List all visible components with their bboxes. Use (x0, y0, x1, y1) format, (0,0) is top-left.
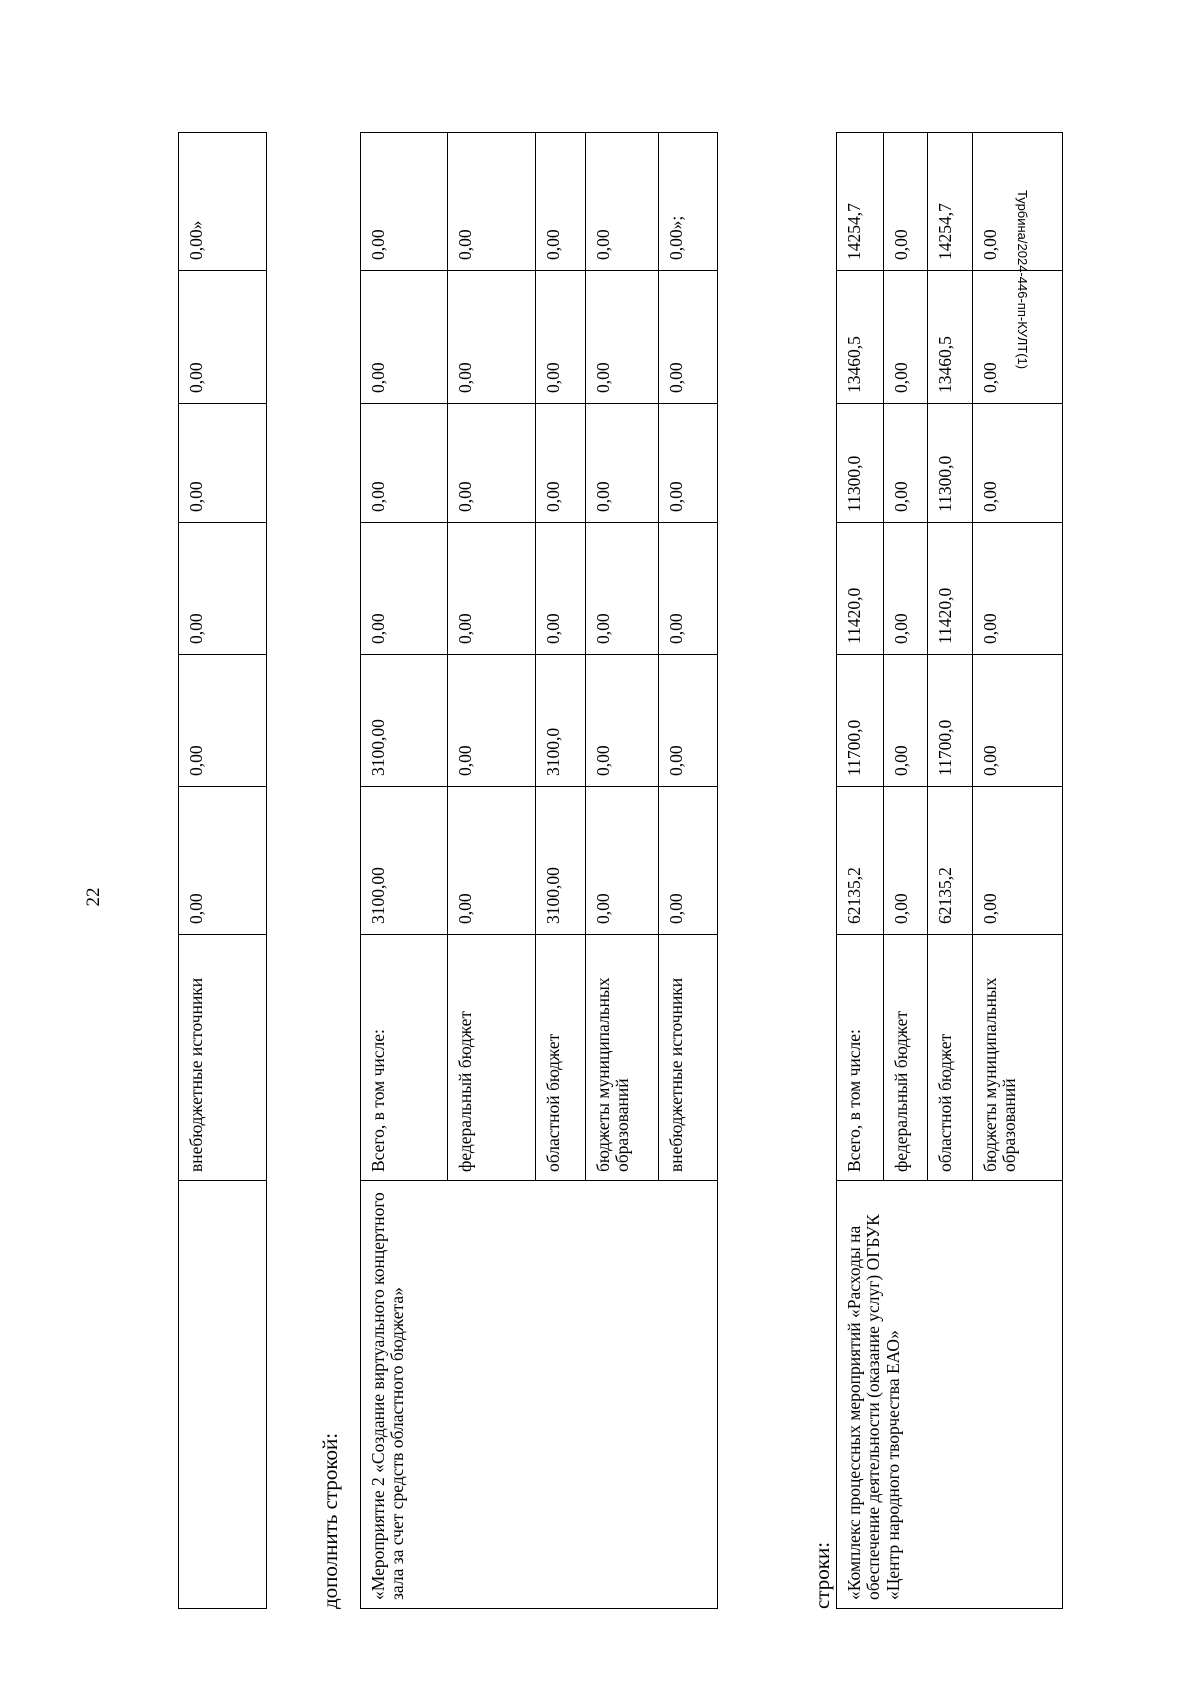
value-cell: 14254,7 (837, 133, 884, 271)
value-cell: 0,00 (659, 655, 718, 787)
value-cell: 0,00 (659, 787, 718, 935)
source-label: бюджеты муниципальных образований (973, 935, 1063, 1181)
value-cell: 11700,0 (837, 655, 884, 787)
table3-wrapper (836, 132, 1063, 1609)
table-process-complex (836, 132, 1063, 1609)
value-cell: 0,00 (659, 404, 718, 523)
source-label: областной бюджет (928, 935, 973, 1181)
value-cell: 0,00 (361, 133, 448, 271)
value-cell: 14254,7 (928, 133, 973, 271)
value-cell: 0,00 (659, 523, 718, 655)
value-cell: 0,00 (884, 133, 928, 271)
value-cell: 0,00 (884, 787, 928, 935)
value-cell: 0,00 (179, 523, 267, 655)
value-cell: 0,00 (179, 787, 267, 935)
value-cell: 11420,0 (928, 523, 973, 655)
document-footer: Турбина/2024-446-пп-КУЛТ(1) (1015, 190, 1030, 370)
page-number: 22 (83, 887, 104, 907)
measure-cell: «Мероприятие 2 «Создание виртуального концертного зала за счет средств областного бюджета» (361, 1181, 718, 1609)
value-cell: 62135,2 (928, 787, 973, 935)
value-cell: 0,00 (179, 655, 267, 787)
value-cell: 0,00 (884, 655, 928, 787)
value-cell: 0,00 (361, 404, 448, 523)
value-cell: 0,00 (586, 787, 659, 935)
source-label: федеральный бюджет (448, 935, 536, 1181)
value-cell: 0,00 (448, 655, 536, 787)
table2-wrapper (360, 132, 718, 1609)
value-cell: 0,00 (536, 404, 586, 523)
value-cell: 0,00 (973, 133, 1063, 271)
value-cell: 0,00 (179, 271, 267, 404)
source-label: областной бюджет (536, 935, 586, 1181)
value-cell: 0,00 (586, 404, 659, 523)
table-row (837, 133, 884, 1609)
source-label: бюджеты муниципальных образований (586, 935, 659, 1181)
source-label: внебюджетные источники (659, 935, 718, 1181)
value-cell: 11700,0 (928, 655, 973, 787)
value-cell: 0,00 (448, 404, 536, 523)
value-cell: 0,00 (659, 271, 718, 404)
value-cell: 0,00 (973, 787, 1063, 935)
value-cell: 0,00 (884, 523, 928, 655)
value-cell: 3100,00 (536, 787, 586, 935)
value-cell: 0,00» (179, 133, 267, 271)
source-label: Всего, в том числе: (361, 935, 448, 1181)
value-cell: 3100,00 (361, 655, 448, 787)
value-cell: 0,00 (448, 133, 536, 271)
value-cell: 11300,0 (837, 404, 884, 523)
value-cell: 0,00 (973, 655, 1063, 787)
value-cell: 0,00 (179, 404, 267, 523)
value-cell: 13460,5 (928, 271, 973, 404)
value-cell: 0,00 (973, 404, 1063, 523)
value-cell: 13460,5 (837, 271, 884, 404)
value-cell: 11300,0 (928, 404, 973, 523)
value-cell: 0,00 (884, 404, 928, 523)
value-cell: 3100,00 (361, 787, 448, 935)
table-row (361, 133, 448, 1609)
value-cell: 0,00 (448, 787, 536, 935)
value-cell: 0,00 (586, 133, 659, 271)
value-cell: 0,00 (973, 523, 1063, 655)
measure-cell (179, 1181, 267, 1609)
value-cell: 0,00 (536, 271, 586, 404)
value-cell: 0,00 (361, 271, 448, 404)
table1-wrapper (178, 132, 267, 1609)
value-cell: 0,00 (361, 523, 448, 655)
value-cell: 0,00 (448, 271, 536, 404)
measure-cell: «Комплекс процессных мероприятий «Расходы на обеспечение деятельности (оказание услуг) ОГБУК «Центр народного творчества ЕАО» (837, 1181, 1063, 1609)
value-cell: 0,00 (884, 271, 928, 404)
value-cell: 3100,0 (536, 655, 586, 787)
source-label: внебюджетные источники (179, 935, 267, 1181)
value-cell: 0,00 (586, 271, 659, 404)
value-cell: 0,00 (973, 271, 1063, 404)
value-cell: 0,00 (586, 523, 659, 655)
value-cell: 0,00»; (659, 133, 718, 271)
source-label: федеральный бюджет (884, 935, 928, 1181)
value-cell: 0,00 (448, 523, 536, 655)
value-cell: 0,00 (536, 133, 586, 271)
instruction-rows: строки: (810, 1541, 834, 1609)
table-row (179, 133, 267, 1609)
table-measure-2 (360, 132, 718, 1609)
instruction-add-row: дополнить строкой: (318, 1432, 342, 1609)
value-cell: 62135,2 (837, 787, 884, 935)
source-label: Всего, в том числе: (837, 935, 884, 1181)
value-cell: 0,00 (536, 523, 586, 655)
value-cell: 0,00 (586, 655, 659, 787)
table-continuation (178, 132, 267, 1609)
value-cell: 11420,0 (837, 523, 884, 655)
